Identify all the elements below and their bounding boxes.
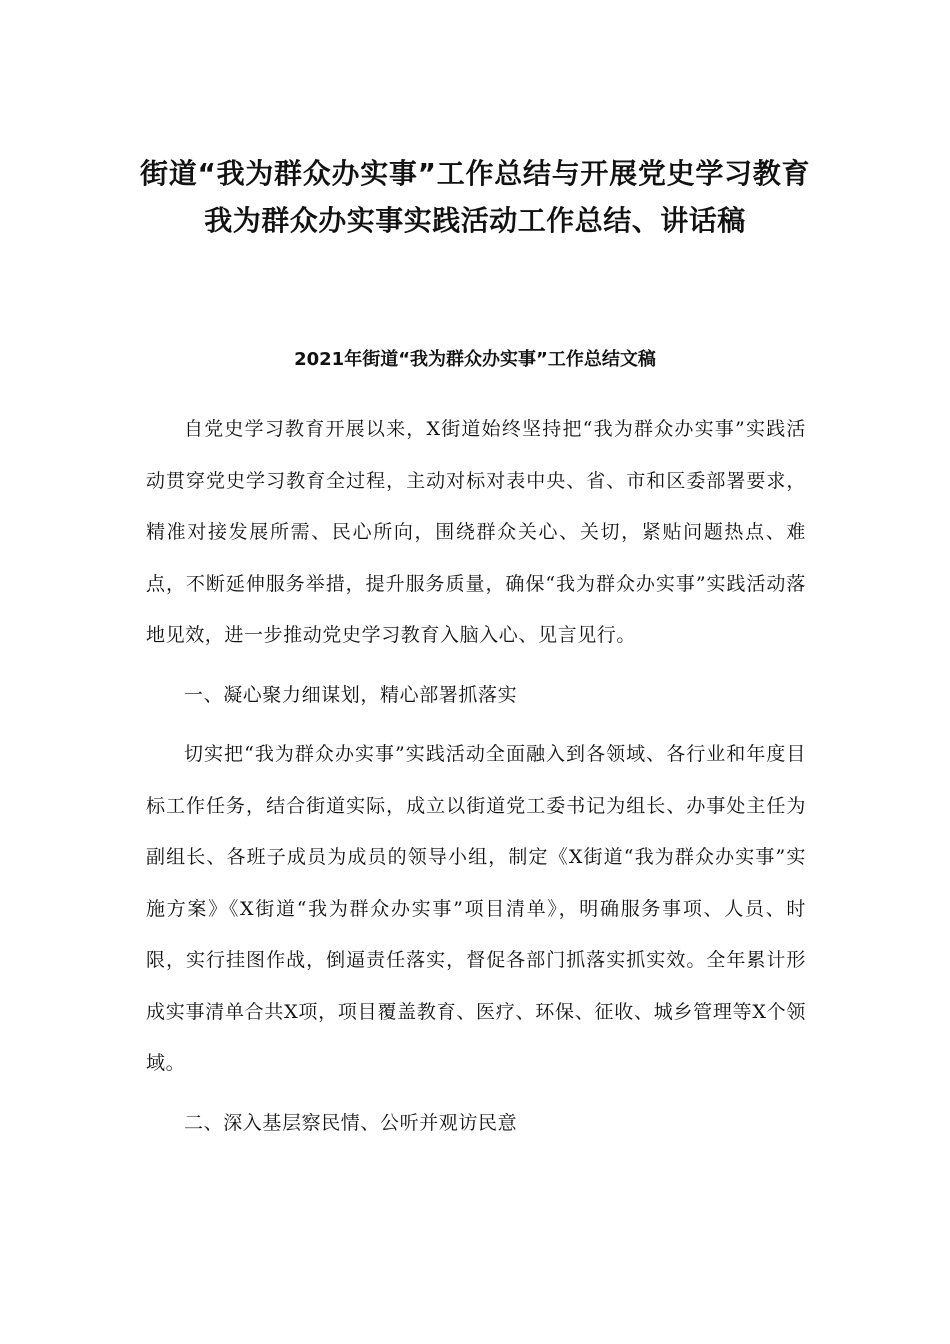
section-heading: 一、凝心聚力细谋划，精心部署抓落实 bbox=[184, 683, 518, 706]
document-body bbox=[146, 404, 806, 1157]
section-heading: 二、深入基层察民情、公听并观访民意 bbox=[184, 1111, 518, 1134]
section-title: 2021年街道“我为群众办实事”工作总结文稿 bbox=[294, 349, 656, 370]
paragraph: 切实把“我为群众办实事”实践活动全面融入到各领域、各行业和年度目标工作任务，结合街道实际，成立以街道党工委书记为组长、办事处主任为副组长、各班子成员为成员的领导小组，制定《X街道“我为群众办实事”实施方案》《X街道“我为群众办实事”项目清单》，明确服务事项、人员、时限，实行挂图作战，倒逼责任落实，督促各部门抓落实抓实效。全年累计形成实事清单合共X项，项目覆盖教育、医疗、环保、征收、城乡管理等X个领域。 bbox=[146, 743, 806, 1074]
document-title: 街道“我为群众办实事”工作总结与开展党史学习教育我为群众办实事实践活动工作总结、讲话稿 bbox=[140, 157, 810, 237]
paragraph: 自党史学习教育开展以来，X街道始终坚持把“我为群众办实事”实践活动贯穿党史学习教育全过程，主动对标对表中央、省、市和区委部署要求，精准对接发展所需、民心所向，围绕群众关心、关切，紧贴问题热点、难点，不断延伸服务举措，提升服务质量，确保“我为群众办实事”实践活动落地见效，进一步推动党史学习教育入脑入心、见言见行。 bbox=[146, 418, 806, 646]
